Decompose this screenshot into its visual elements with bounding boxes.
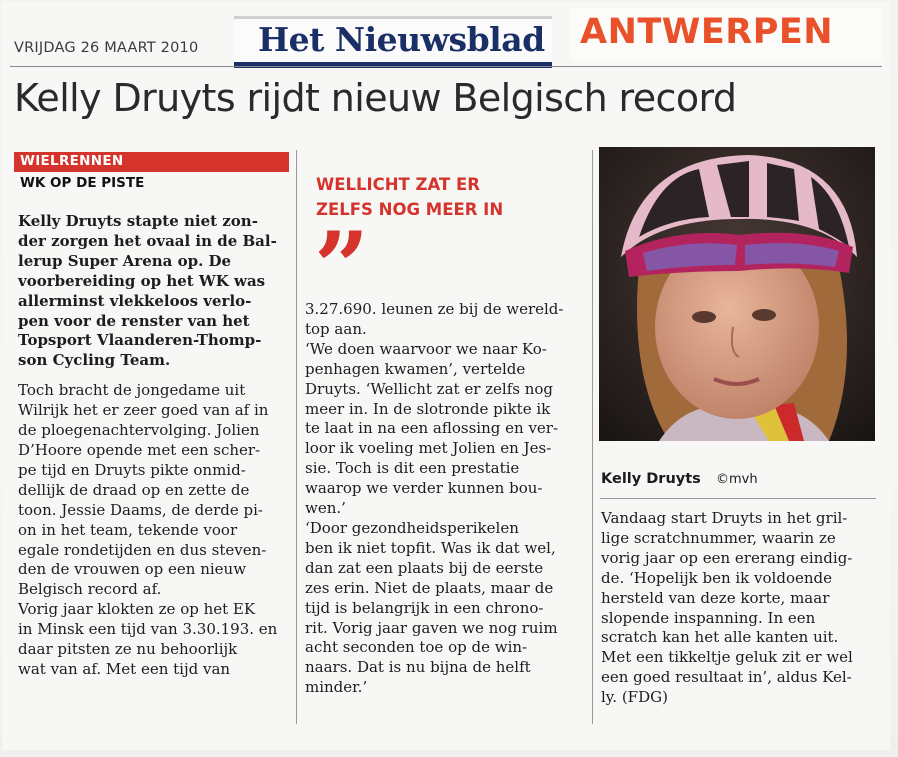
text-line: minder.’ — [305, 678, 368, 697]
text-line: Wilrijk het er zeer goed van af in — [18, 401, 269, 420]
text-line: egale rondetijden en dus steven- — [18, 540, 267, 559]
text-line: loor ik voeling met Jolien en Jes- — [305, 439, 552, 458]
text-line: slopende inspanning. In een — [601, 608, 816, 627]
text-line: voorbereiding op het WK was — [18, 271, 266, 290]
text-line: Toch bracht de jongedame uit — [18, 381, 246, 400]
text-line: Vorig jaar klokten ze op het EK — [18, 600, 256, 619]
text-line: dan zat een plaats bij de eerste — [305, 558, 544, 577]
article-intro — [18, 212, 277, 371]
text-line: wen.’ — [305, 499, 346, 518]
text-line: pen voor de renster van het — [18, 311, 250, 330]
text-line: Druyts. ‘Wellicht zat er zelfs nog — [305, 379, 554, 398]
text-line: acht seconden toe op de win- — [305, 638, 528, 657]
text-line: ly. (FDG) — [601, 688, 668, 707]
region-label: ANTWERPEN — [580, 12, 834, 52]
text-line: in Minsk een tijd van 3.30.193. en — [18, 620, 278, 639]
column-divider — [296, 150, 297, 724]
text-line: pe tijd en Druyts pikte onmid- — [18, 460, 246, 479]
text-line: de ploegenachtervolging. Jolien — [18, 421, 260, 440]
text-line: der zorgen het ovaal in de Bal- — [18, 231, 277, 250]
text-line: ‘We doen waarvoor we naar Ko- — [305, 339, 547, 358]
text-line: Kelly Druyts stapte niet zon- — [18, 212, 258, 230]
text-line: de. ‘Hopelijk ben ik voldoende — [601, 568, 832, 587]
header-divider — [10, 66, 882, 67]
text-line: lige scratchnummer, waarin ze — [601, 528, 836, 547]
text-line: on in het team, tekende voor — [18, 520, 238, 539]
quote-mark-icon: ” — [314, 211, 370, 324]
text-line: naars. Dat is nu bijna de helft — [305, 658, 531, 677]
text-line: daar pitsten ze nu behoorlijk — [18, 640, 238, 659]
text-line: 3.27.690. leunen ze bij de wereld- — [305, 300, 564, 318]
text-line: meer in. In de slotronde pikte ik — [305, 399, 551, 418]
masthead-rule — [234, 62, 552, 68]
text-line: ‘Door gezondheidsperikelen — [305, 518, 519, 537]
caption-divider — [600, 498, 876, 499]
text-line: wat van af. Met een tijd van — [18, 659, 231, 678]
pull-quote-line: ZELFS NOG MEER IN — [316, 200, 504, 219]
text-line: tijd is belangrijk in een chrono- — [305, 598, 544, 617]
text-line: scratch kan het alle kanten uit. — [601, 628, 839, 647]
portrait-photo — [599, 147, 875, 441]
cyclist-portrait-image — [599, 147, 875, 441]
text-line: Vandaag start Druyts in het gril- — [601, 509, 848, 527]
photo-caption-name: Kelly Druyts — [601, 471, 701, 487]
article-column-1 — [18, 212, 277, 680]
section-label: WIELRENNEN — [20, 153, 124, 169]
column-divider — [592, 150, 593, 724]
text-line: ben ik niet topfit. Was ik dat wel, — [305, 538, 556, 557]
text-line: sie. Toch is dit een prestatie — [305, 459, 520, 478]
newspaper-logo: Het Nieuwsblad — [258, 20, 545, 59]
article-headline: Kelly Druyts rijdt nieuw Belgisch record — [14, 76, 737, 120]
text-line: een goed resultaat in’, aldus Kel- — [601, 668, 852, 687]
text-line: D’Hoore opende met een scher- — [18, 440, 261, 459]
text-line: vorig jaar op een ererang eindig- — [601, 548, 853, 567]
text-line: rit. Vorig jaar gaven we nog ruim — [305, 618, 558, 637]
text-line: hersteld van deze korte, maar — [601, 588, 830, 607]
subsection-label: WK OP DE PISTE — [20, 175, 145, 191]
text-line: allerminst vlekkeloos verlo- — [18, 291, 252, 310]
text-line: top aan. — [305, 319, 367, 338]
text-line: Belgisch record af. — [18, 580, 162, 599]
text-line: toon. Jessie Daams, de derde pi- — [18, 500, 263, 519]
article-column-3 — [601, 509, 853, 708]
article-column-2 — [305, 300, 563, 698]
text-line: te laat in na een aflossing en ver- — [305, 419, 559, 438]
text-line: waarop we verder kunnen bou- — [305, 479, 543, 498]
text-line: penhagen kwamen’, vertelde — [305, 359, 526, 378]
issue-date: VRIJDAG 26 MAART 2010 — [14, 40, 199, 56]
text-line: lerup Super Arena op. De — [18, 251, 232, 270]
photo-credit: ©mvh — [716, 472, 758, 487]
text-line: den de vrouwen op een nieuw — [18, 560, 247, 579]
text-line: zes erin. Niet de plaats, maar de — [305, 578, 554, 597]
text-line: Topsport Vlaanderen-Thomp- — [18, 331, 262, 350]
pull-quote-line: WELLICHT ZAT ER — [316, 175, 480, 194]
text-line: dellijk de draad op en zette de — [18, 480, 250, 499]
text-line: son Cycling Team. — [18, 351, 171, 370]
text-line: Met een tikkeltje geluk zit er wel — [601, 648, 853, 667]
